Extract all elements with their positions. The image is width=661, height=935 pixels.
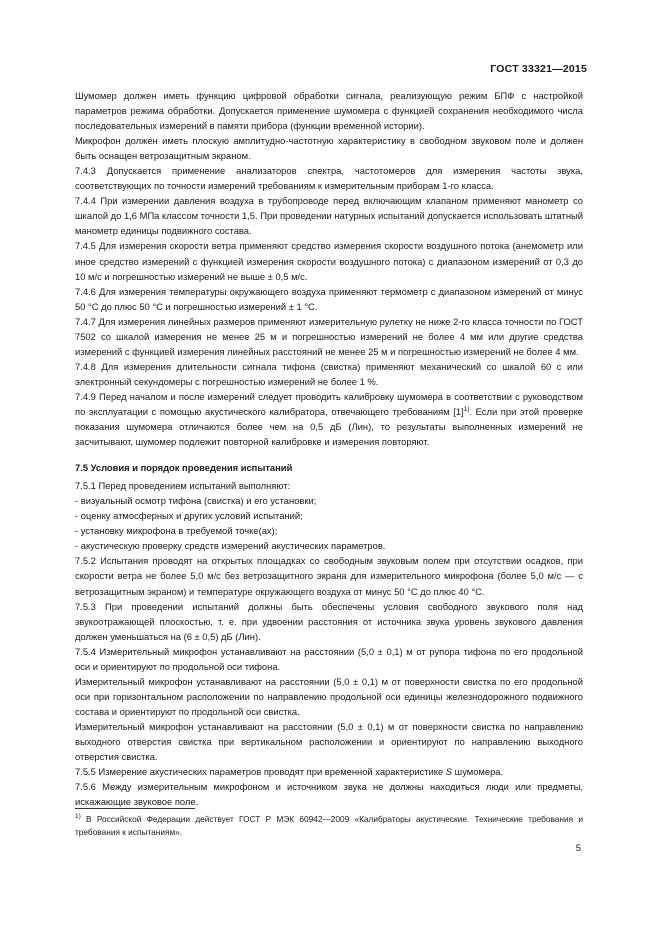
paragraph: Шумомер должен иметь функцию цифровой обработки сигнала, реализующую режим БПФ с настройкой параметров режима обработки. Допускается применение шумомера с функцией сохранения необходимого числа последовательных измерений в памяти прибора (функции временной истории). (75, 90, 583, 132)
paragraph: Измерительный микрофон устанавливают на расстоянии (5,0 ± 0,1) м от поверхности свистка по направлению выходного отверстия свистка при вертикальном расположении и ориентируют по направлению выходного отверстия свистка. (75, 720, 583, 763)
paragraph-time-weighting (75, 764, 583, 779)
paragraph: 7.5.3 При проведении испытаний должны быть обеспечены условия свободного звукового поля над звукоотражающей плоскостью, т. е. при удвоении расстояния от источника звука уровень звукового давления должен уменьшаться на (6 ± 0,5) дБ (Лин). (75, 600, 583, 642)
paragraph-text: . Если при этой проверке показания шумомера отличаются более чем на 0,5 дБ (Лин), то результаты выполненных измерений не засчитывают, шумомер подлежит повторной калибровке и измерения повторяют. (75, 405, 583, 448)
italic-symbol: S (445, 766, 453, 778)
paragraph: 7.4.4 При измерении давления воздуха в трубопроводе перед включающим клапаном применяют манометр со шкалой до 1,6 МПа классом точности 1,5. При проведении натурных испытаний допускается использовать штатный манометр единицы подвижного состава. (75, 195, 583, 237)
paragraph-text: шумомера. (452, 766, 504, 778)
footnote-reference: 1) (463, 405, 470, 413)
list-item: - оценку атмосферных и других условий испытаний; (75, 510, 303, 522)
paragraph: 7.5.4 Измерительный микрофон устанавливают на расстоянии (5,0 ± 0,1) м от рупора тифона по его продольной оси и ориентируют по продольной оси тифона. (75, 645, 583, 672)
footnote (75, 813, 583, 839)
paragraph-text: 7.4.9 Перед началом и после измерений следует проводить калибровку шумомера в соответствии с руководством по эксплуатации с помощью акустического калибратора, отвечающего требованиям [1] (75, 390, 583, 417)
list-item: - установку микрофона в требуемой точке(ах); (75, 525, 278, 537)
footnote-marker: 1) (75, 813, 81, 821)
list-item: - визуальный осмотр тифона (свистка) и его установки; (75, 495, 317, 507)
paragraph: 7.4.3 Допускается применение анализаторов спектра, частотомеров для измерения частоты звука, соответствующих по точности измерений требованиям к измерительным приборам 1-го класса. (75, 165, 583, 192)
list-item: - акустическую проверку средств измерений акустических параметров. (75, 540, 386, 552)
page-body (75, 88, 583, 809)
paragraph-text: 7.5.5 Измерение акустических параметров проводят при временной характеристике (75, 766, 446, 778)
paragraph: 7.4.8 Для измерения длительности сигнала тифона (свистка) применяют механический со шкалой 60 с или электронный секундомеры с погрешностью измерений не более 1 %. (75, 360, 583, 387)
paragraph: 7.4.6 Для измерения температуры окружающего воздуха применяют термометр с диапазоном измерений от минус 50 °С до плюс 50 °С и погрешностью измерений ± 1 °С. (75, 285, 583, 312)
footnote-text: В Российской Федерации действует ГОСТ Р МЭК 60942—2009 «Калибраторы акустические. Технические требования и требования к испытаниям». (75, 814, 583, 837)
paragraph: 7.4.7 Для измерения линейных размеров применяют измерительную рулетку не ниже 2-го класса точности по ГОСТ 7502 со шкалой измерения не менее 25 м и погрешностью измерений не более 4 мм или другие средства измерений с функцией измерения линейных расстояний не менее 25 м и погрешностью измерений не более 4 мм. (75, 315, 583, 357)
paragraph-calibration (75, 389, 583, 449)
paragraph: 7.5.6 Между измерительным микрофоном и источником звука не должны находиться люди или предметы, искажающие звуковое поле. (75, 781, 583, 808)
section-title: 7.5 Условия и порядок проведения испытаний (75, 462, 293, 474)
footnote-divider (75, 808, 195, 809)
paragraph: Микрофон должен иметь плоскую амплитудно-частотную характеристику в свободном звуковом поле и должен быть оснащен ветрозащитным экраном. (75, 135, 583, 162)
page-number: 5 (575, 843, 581, 854)
paragraph: 7.5.2 Испытания проводят на открытых площадках со свободным звуковым полем при отсутствии осадков, при скорости ветра не более 5,0 м/с без ветрозащитного экрана для измерительного микрофона (более 5,0 м/с — с ветрозащитным экраном) и температуре окружающего воздуха от минус 50 °С до плюс 40 °С. (75, 555, 583, 597)
document-header: ГОСТ 33321—2015 (490, 63, 587, 75)
paragraph: Измерительный микрофон устанавливают на расстоянии (5,0 ± 0,1) м от поверхности свистка по его продольной оси при горизонтальном расположении по направлению продольной оси единицы железнодорожного подвижного состава и ориентируют по продольной оси свистка. (75, 675, 583, 717)
paragraph: 7.4.5 Для измерения скорости ветра применяют средство измерения скорости воздушного потока (анемометр или иное средство измерений с функцией измерения скорости воздушного потока) с диапазоном измерений от 0,3 до 10 м/с и погрешностью измерений не выше ± 0,5 м/с. (75, 240, 583, 282)
paragraph: 7.5.1 Перед проведением испытаний выполняют: (75, 480, 291, 492)
